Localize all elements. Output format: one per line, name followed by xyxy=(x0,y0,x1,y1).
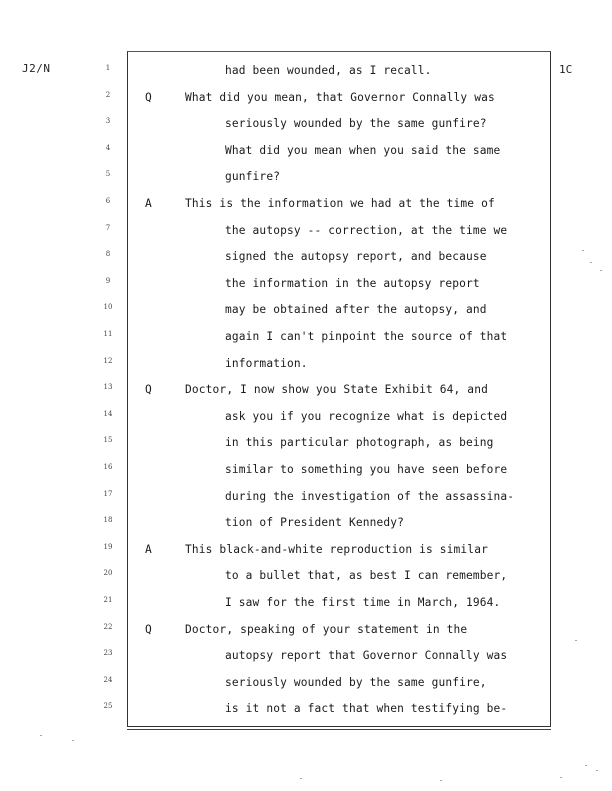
transcript-line xyxy=(0,64,612,90)
line-number: 13 xyxy=(103,383,113,392)
scan-speck xyxy=(590,262,592,263)
scan-speck xyxy=(596,770,598,771)
transcript-line xyxy=(0,436,612,462)
scan-speck xyxy=(575,640,577,641)
line-number: 16 xyxy=(103,463,113,471)
transcript-line xyxy=(0,357,612,383)
page-marker: 1C xyxy=(559,63,573,76)
line-number: 1 xyxy=(105,64,111,72)
speaker-label: Q xyxy=(145,622,152,636)
transcript-line xyxy=(0,596,612,622)
line-number: 5 xyxy=(105,170,111,179)
transcript-line xyxy=(0,649,612,675)
line-text: gunfire? xyxy=(225,170,281,184)
speaker-label: A xyxy=(145,197,152,210)
scan-speck xyxy=(40,735,42,736)
line-text: during the investigation of the assassina- xyxy=(225,489,515,503)
transcript-line xyxy=(0,117,612,143)
line-number: 23 xyxy=(103,649,113,658)
line-text: is it not a fact that when testifying be- xyxy=(225,702,508,716)
line-number: 24 xyxy=(103,675,113,684)
line-number: 18 xyxy=(103,516,113,525)
speaker-label: Q xyxy=(145,90,152,104)
transcript-line xyxy=(0,623,612,649)
transcript-line xyxy=(0,516,612,542)
line-number: 3 xyxy=(105,117,111,126)
line-number: 9 xyxy=(105,276,111,285)
line-number: 4 xyxy=(105,143,111,152)
line-text: information. xyxy=(225,356,308,370)
line-number: 7 xyxy=(105,223,111,232)
line-number: 14 xyxy=(103,409,113,418)
line-text: What did you mean when you said the same xyxy=(225,143,501,157)
line-number: 22 xyxy=(103,622,113,631)
transcript-line xyxy=(0,383,612,409)
transcript-line xyxy=(0,676,612,702)
transcript-line xyxy=(0,277,612,303)
line-number: 6 xyxy=(105,197,111,205)
line-number: 2 xyxy=(105,90,111,99)
speaker-label: A xyxy=(145,542,152,556)
page-code: J2/N xyxy=(22,62,51,75)
transcript-line xyxy=(0,91,612,117)
line-text: tion of President Kennedy? xyxy=(225,516,405,530)
scan-speck xyxy=(582,250,584,251)
line-text: ask you if you recognize what is depicted xyxy=(225,409,508,423)
transcript-line xyxy=(0,250,612,276)
line-text: signed the autopsy report, and because xyxy=(225,250,487,264)
line-number: 8 xyxy=(105,250,111,259)
transcript-line xyxy=(0,224,612,250)
line-number: 20 xyxy=(103,569,113,578)
line-text: in this particular photograph, as being xyxy=(225,436,494,450)
line-number: 11 xyxy=(103,330,113,338)
line-text: the autopsy -- correction, at the time we xyxy=(225,223,508,237)
transcript-line xyxy=(0,463,612,489)
line-text: may be obtained after the autopsy, and xyxy=(225,303,487,317)
transcript-line xyxy=(0,543,612,569)
transcript-line xyxy=(0,170,612,196)
scan-speck xyxy=(300,778,302,779)
transcript-line xyxy=(0,330,612,356)
line-text: had been wounded, as I recall. xyxy=(225,64,432,77)
line-text: to a bullet that, as best I can remember, xyxy=(225,569,508,583)
line-number: 10 xyxy=(103,303,113,312)
line-number: 25 xyxy=(103,702,113,711)
line-text: This black-and-white reproduction is similar xyxy=(185,542,488,556)
line-text: autopsy report that Governor Connally was xyxy=(225,649,508,663)
speaker-label: Q xyxy=(145,383,152,397)
transcript-line xyxy=(0,702,612,728)
line-number: 15 xyxy=(103,436,113,445)
line-number: 12 xyxy=(103,356,113,365)
transcript-line xyxy=(0,197,612,223)
scan-speck xyxy=(585,765,587,766)
transcript-line xyxy=(0,569,612,595)
line-number: 17 xyxy=(103,489,113,498)
transcript-line xyxy=(0,410,612,436)
scan-speck xyxy=(560,777,562,778)
line-text: seriously wounded by the same gunfire, xyxy=(225,675,487,689)
line-text: This is the information we had at the time of xyxy=(185,197,495,210)
line-text: the information in the autopsy report xyxy=(225,276,480,290)
line-text: I saw for the first time in March, 1964. xyxy=(225,596,501,609)
transcript-line xyxy=(0,144,612,170)
scan-speck xyxy=(440,780,442,781)
transcript-line xyxy=(0,303,612,329)
line-number: 19 xyxy=(103,542,113,551)
line-text: What did you mean, that Governor Connally was xyxy=(185,90,495,104)
line-text: similar to something you have seen before xyxy=(225,463,508,476)
line-text: Doctor, I now show you State Exhibit 64, and xyxy=(185,383,488,397)
line-text: again I can't pinpoint the source of that xyxy=(225,330,508,343)
line-number: 21 xyxy=(103,596,113,604)
transcript-line xyxy=(0,490,612,516)
scan-speck xyxy=(600,270,602,271)
frame-double-rule xyxy=(127,729,551,730)
line-text: Doctor, speaking of your statement in the xyxy=(185,622,468,636)
scan-speck xyxy=(72,740,74,741)
line-text: seriously wounded by the same gunfire? xyxy=(225,117,487,131)
